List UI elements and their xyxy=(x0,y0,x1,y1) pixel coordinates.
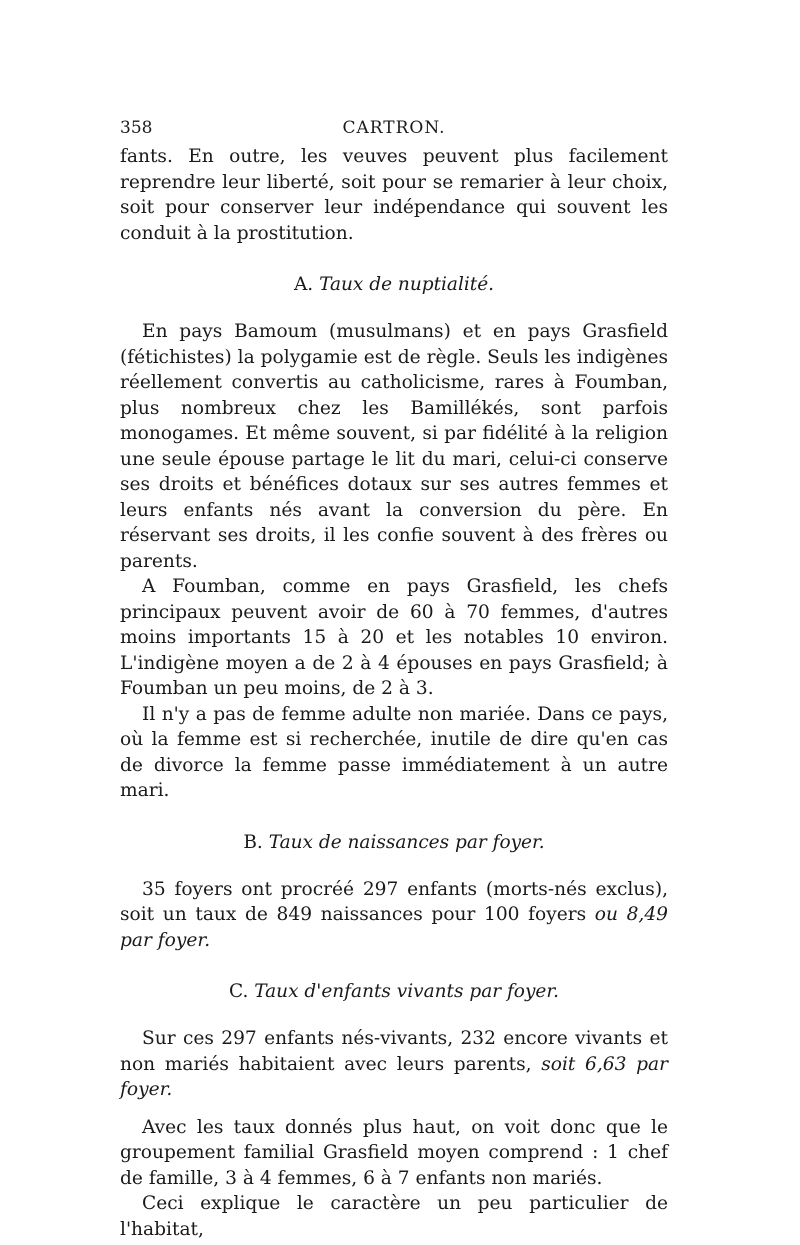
section-a-paragraph-3: Il n'y a pas de femme adulte non mariée. Dans ce pays, où la femme est si recherchée, inutile de dire qu'en cas de divorce la femme passe immédiatement à un autre mari. xyxy=(120,703,668,801)
section-a-letter: A. xyxy=(293,274,314,295)
page-number: 358 xyxy=(120,118,153,138)
section-c-title: Taux d'enfants vivants par foyer. xyxy=(254,981,560,1002)
section-a-paragraph-1: En pays Bamoum (musulmans) et en pays Grasfield (fétichistes) la polygamie est de règle. Seuls les indigènes réellement convertis au catholicisme, rares à Foumban, plus nombreux chez les Bamillékés, sont parfois monogames. Et même souvent, si par fidélité à la religion une seule épouse partage le lit du mari, celui-ci conserve ses droits et bénéfices dotaux sur ses autres femmes et leurs enfants nés avant la conversion du père. En réservant ses droits, il les confie souvent à des frères ou parents. xyxy=(120,321,668,572)
running-head xyxy=(120,118,668,144)
section-c-emphasis: soit 6,63 par foyer. xyxy=(120,1053,668,1100)
section-b-paragraph xyxy=(120,877,668,954)
intro-paragraph: fants. En outre, les veuves peuvent plus facilement reprendre leur liberté, soit pour se remarier à leur choix, soit pour conserver leur indépendance qui souvent les conduit à la prostitution. xyxy=(120,146,668,244)
section-a-paragraph-2: A Foumban, comme en pays Grasfield, les chefs principaux peuvent avoir de 60 à 70 femmes, d'autres moins importants 15 à 20 et les notables 10 environ. L'indigène moyen a de 2 à 4 épouses en pays Grasfield; à Foumban un peu moins, de 2 à 3. xyxy=(120,576,668,699)
section-b-letter: B. xyxy=(243,831,263,853)
page xyxy=(120,118,668,1242)
section-a-heading xyxy=(120,272,668,297)
section-b-text: 35 foyers ont procréé 297 enfants (morts-nés exclus), soit un taux de 849 naissances pour 100 foyers xyxy=(120,878,668,925)
section-c-heading xyxy=(120,979,668,1004)
section-c-letter: C. xyxy=(228,981,249,1002)
section-b-emphasis: ou 8,49 par foyer. xyxy=(120,904,668,951)
closing-paragraph-2: Ceci explique le caractère un peu particulier de l'habitat, xyxy=(120,1193,668,1240)
section-a-title: Taux de nuptialité. xyxy=(319,274,495,295)
running-title: CARTRON. xyxy=(342,118,446,138)
closing-paragraph-1: Avec les taux donnés plus haut, on voit donc que le groupement familial Grasfield moyen comprend : 1 chef de famille, 3 à 4 femmes, 6 à 7 enfants non mariés. xyxy=(120,1116,668,1189)
section-c-paragraph xyxy=(120,1026,668,1103)
section-b-heading xyxy=(120,830,668,855)
section-c-text: Sur ces 297 enfants nés-vivants, 232 encore vivants et non mariés habitaient avec leurs parents, xyxy=(120,1028,668,1075)
section-b-title: Taux de naissances par foyer. xyxy=(268,831,545,853)
